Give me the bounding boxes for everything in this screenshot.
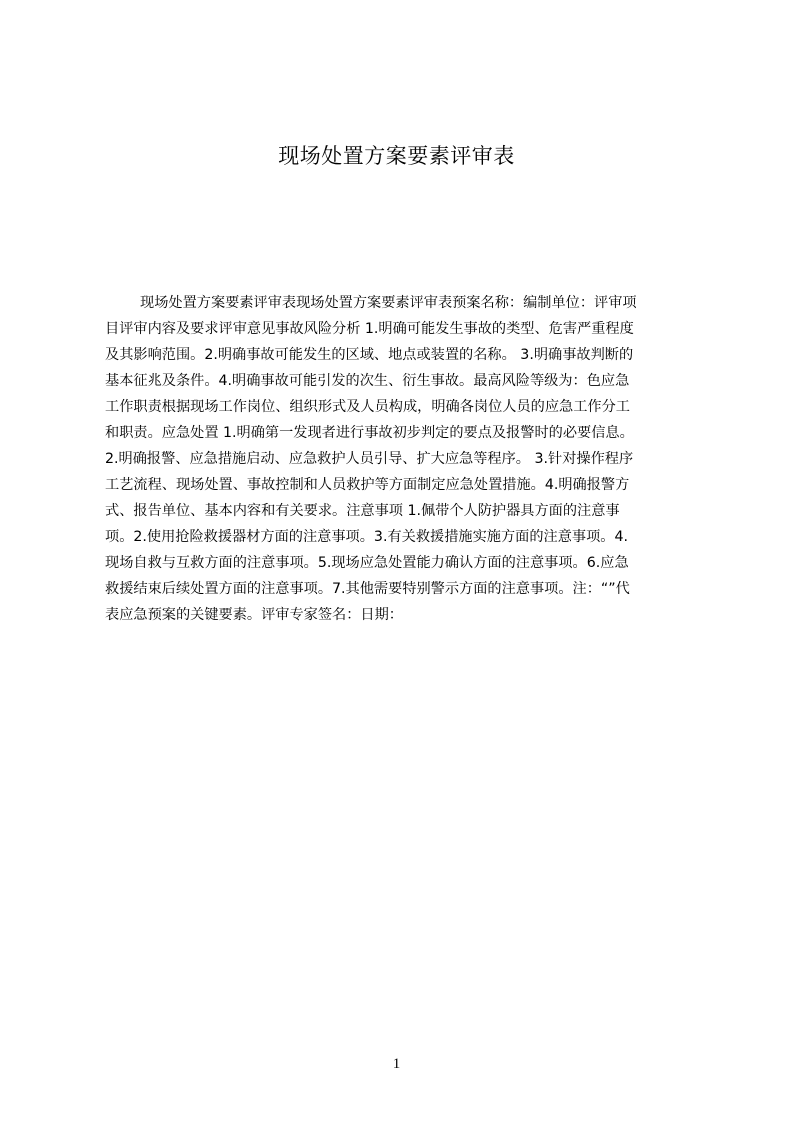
body-line: 现场自救与互救方面的注意事项。5.现场应急处置能力确认方面的注意事项。6.应急 (105, 555, 629, 571)
body-line: 现场处置方案要素评审表现场处置方案要素评审表预案名称：编制单位：评审项 (140, 295, 637, 311)
body-line: 及其影响范围。2.明确事故可能发生的区域、地点或装置的名称。 3.明确事故判断的 (105, 347, 634, 363)
body-line: 目评审内容及要求评审意见事故风险分析 1.明确可能发生事故的类型、危害严重程度 (105, 321, 634, 337)
body-line: 项。2.使用抢险救援器材方面的注意事项。3.有关救援措施实施方面的注意事项。4. (105, 529, 628, 545)
body-line: 式、报告单位、基本内容和有关要求。注意事项 1.佩带个人防护器具方面的注意事 (105, 503, 620, 519)
document-body (105, 290, 695, 628)
body-line: 救援结束后续处置方面的注意事项。7.其他需要特别警示方面的注意事项。注：“”代 (105, 581, 630, 597)
body-line: 和职责。应急处置 1.明确第一发现者进行事故初步判定的要点及报警时的必要信息。 (105, 425, 634, 441)
body-line: 表应急预案的关键要素。评审专家签名：日期： (105, 607, 403, 623)
body-line: 基本征兆及条件。4.明确事故可能引发的次生、衍生事故。最高风险等级为：色应急 (105, 373, 630, 389)
page-number: 1 (392, 1056, 401, 1072)
body-line: 2.明确报警、应急措施启动、应急救护人员引导、扩大应急等程序。 3.针对操作程序 (105, 451, 634, 467)
body-line: 工作职责根据现场工作岗位、组织形式及人员构成，明确各岗位人员的应急工作分工 (105, 399, 630, 415)
body-line: 工艺流程、现场处置、事故控制和人员救护等方面制定应急处置措施。4.明确报警方 (105, 477, 630, 493)
document-title: 现场处置方案要素评审表 (278, 144, 515, 168)
